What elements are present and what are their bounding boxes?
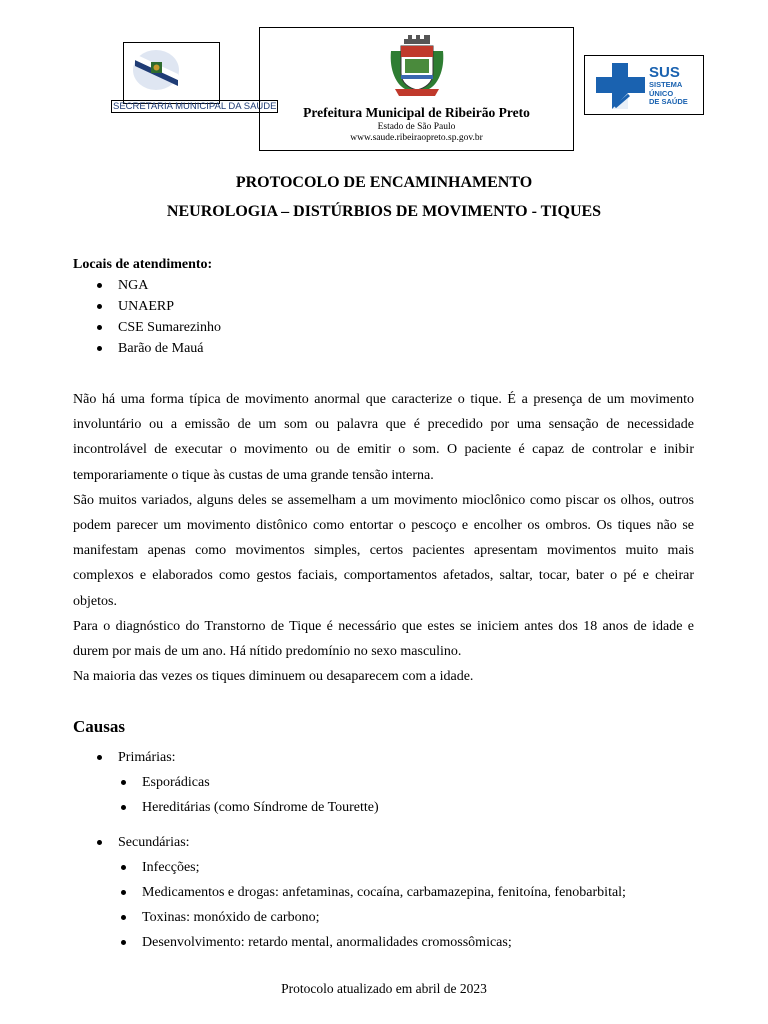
description-paragraph-4: Na maioria das vezes os tiques diminuem ou desaparecem com a idade. (73, 669, 474, 685)
causes-secondary-list (121, 855, 626, 955)
causes-heading: Causas (73, 717, 125, 736)
location-item: UNAERP (97, 296, 221, 317)
description-paragraph-1: Não há uma forma típica de movimento anormal que caracterize o tique. É a presença de um movimento involuntário ou a emissão de um som ou palavra que é precedido por uma sensação de necessidade incontrolável de executar o movimento ou de emitir o som. O paciente é capaz de controlar e inibir temporariamente o tique às custas de uma grande tensão interna. (73, 392, 694, 483)
municipal-flag-logo-icon (130, 46, 214, 101)
description-body (73, 387, 694, 689)
locations-list (97, 275, 221, 359)
municipal-health-text: SECRETARIA MUNICIPAL DA SAÚDE (113, 101, 277, 112)
description-paragraph-2: São muitos variados, alguns deles se assemelham a um movimento mioclônico como piscar os olhos, outros podem parecer um movimento distônico como entortar o pescoço e encolher os ombros. Os tiques não se manifestam apenas como movimentos simples, certos pacientes apresentam movimentos muito mais complexos e elaborados como gestos faciais, comportamentos afetados, saltar, tocar, bater o pé e cheirar objetos. (73, 492, 694, 609)
location-item: NGA (97, 275, 221, 296)
causes-primary-label: Primárias: (97, 745, 176, 770)
city-hall-website: www.saude.ribeiraopreto.sp.gov.br (350, 133, 483, 143)
causes-secondary-label: Secundárias: (97, 830, 190, 855)
location-item: Barão de Mauá (97, 338, 221, 359)
sus-logo (584, 55, 704, 115)
sus-name: SUS (649, 64, 680, 81)
sus-line-1: SISTEMA (649, 80, 683, 89)
municipal-health-logo (123, 42, 220, 104)
protocol-title: PROTOCOLO DE ENCAMINHAMENTO (235, 174, 533, 191)
sus-logo-text (649, 65, 688, 107)
city-hall-header (259, 27, 574, 151)
cause-item: Infecções; (121, 855, 626, 880)
cause-item: Desenvolvimento: retardo mental, anormalidades cromossômicas; (121, 930, 626, 955)
locations-label: Locais de atendimento: (73, 257, 213, 272)
cause-item: Hereditárias (como Síndrome de Tourette) (121, 795, 379, 820)
location-item: CSE Sumarezinho (97, 317, 221, 338)
city-hall-title: Prefeitura Municipal de Ribeirão Preto (303, 105, 530, 120)
protocol-subtitle: NEUROLOGIA – DISTÚRBIOS DE MOVIMENTO - TIQUES (166, 203, 602, 220)
causes-primary-list (121, 770, 379, 820)
city-coat-of-arms-icon (387, 33, 447, 101)
sus-cross-logo-icon (595, 61, 649, 111)
sus-line-2: ÚNICO (649, 88, 674, 98)
causes-primary-group (97, 745, 176, 770)
municipal-health-label (111, 101, 277, 113)
footer-update-note: Protocolo atualizado em abril de 2023 (281, 981, 487, 996)
cause-item: Medicamentos e drogas: anfetaminas, cocaína, carbamazepina, fenitoína, fenobarbital; (121, 880, 626, 905)
cause-item: Esporádicas (121, 770, 379, 795)
city-hall-state: Estado de São Paulo (377, 122, 456, 132)
cause-item: Toxinas: monóxido de carbono; (121, 905, 626, 930)
description-paragraph-3: Para o diagnóstico do Transtorno de Tique é necessário que estes se iniciem antes dos 18 anos de idade e durem por mais de um ano. Há nítido predomínio no sexo masculino. (73, 618, 694, 660)
sus-line-3: DE SAÚDE (649, 97, 688, 106)
causes-secondary-group (97, 830, 190, 855)
